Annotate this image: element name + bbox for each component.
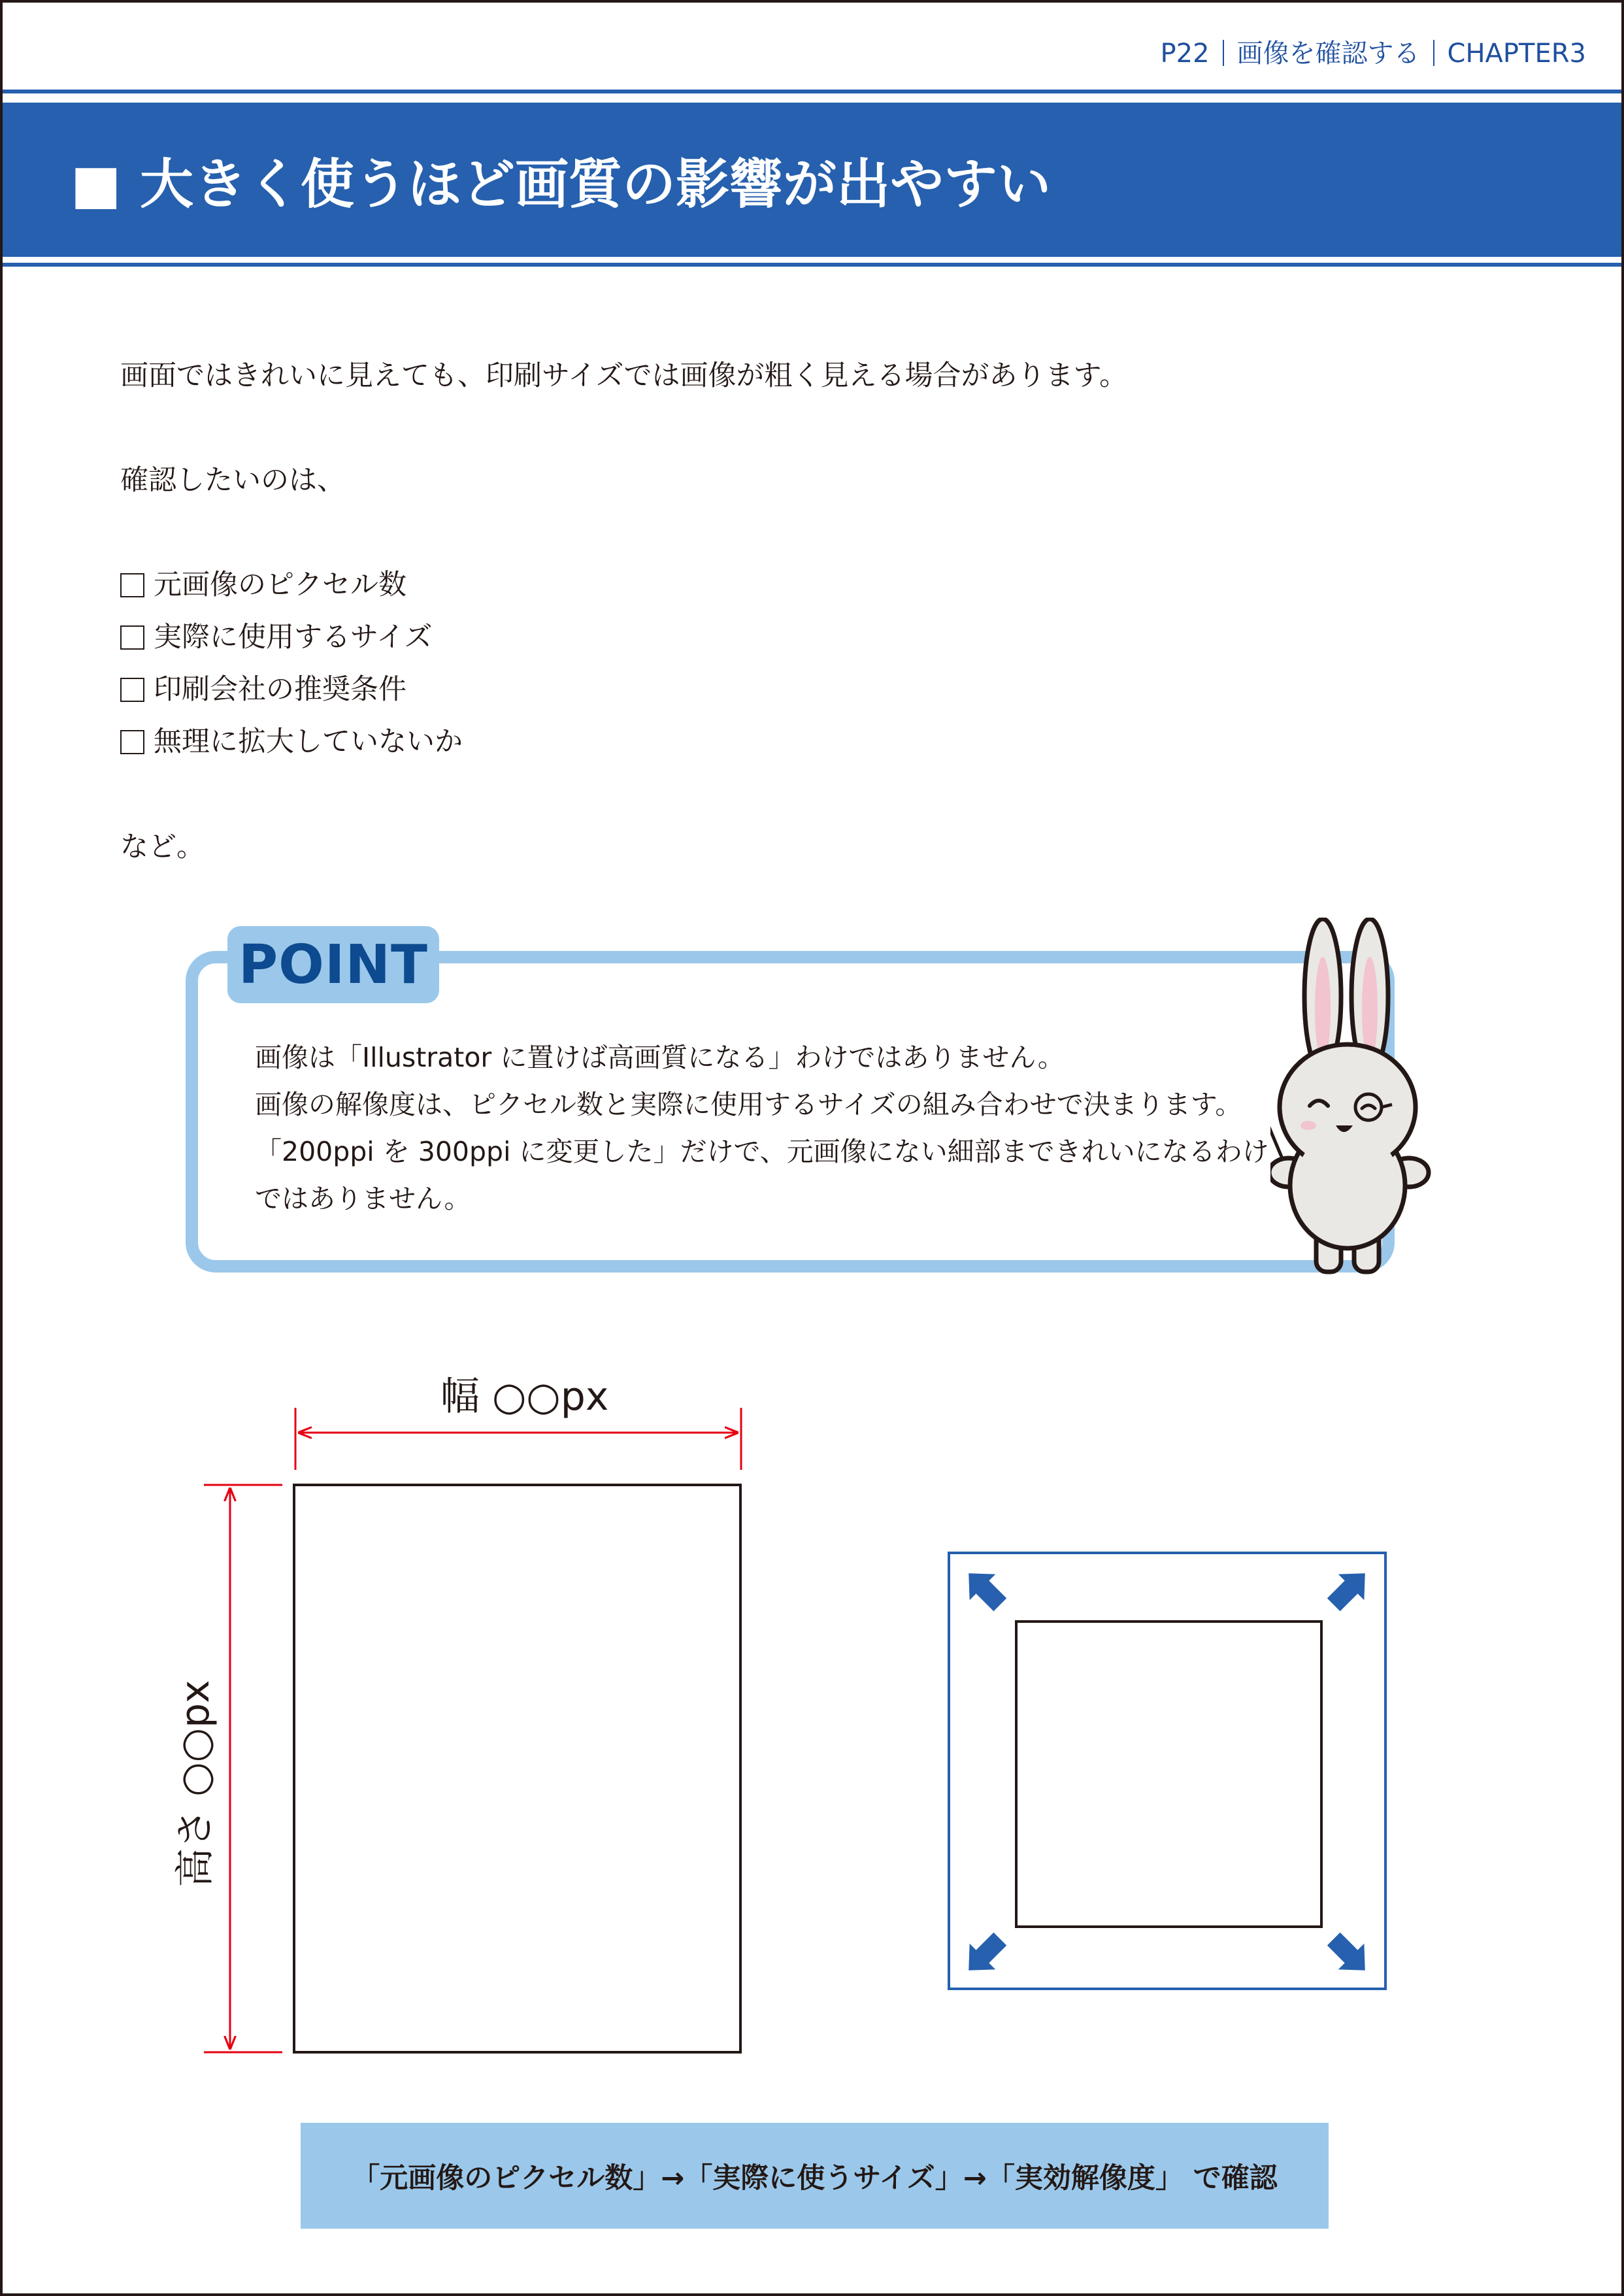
checkbox-icon — [120, 730, 144, 754]
point-line: ではありません。 — [255, 1183, 471, 1214]
divider — [1223, 40, 1224, 66]
height-label: 高さ ○○px — [173, 1680, 218, 1888]
check-intro-text: 確認したいのは、 — [120, 464, 345, 497]
point-line: 画像の解像度は、ピクセル数と実際に使用するサイズの組み合わせで決まります。 — [255, 1089, 1242, 1120]
title-rule-top — [3, 90, 1621, 93]
summary-band: 「元画像のピクセル数」→「実際に使うサイズ」→「実効解像度」 で確認 — [301, 2123, 1329, 2229]
rabbit-mascot-icon — [1270, 918, 1440, 1284]
source-image-frame — [1016, 1622, 1321, 1927]
resize-diagram — [3, 1349, 1624, 2068]
checkbox-icon — [120, 678, 144, 702]
width-label: 幅 ○○px — [440, 1374, 609, 1420]
checklist-item-label: 印刷会社の推奨条件 — [154, 673, 406, 706]
checklist — [120, 559, 463, 768]
point-line: 画像は「Illustrator に置けば高画質になる」わけではありません。 — [255, 1042, 1065, 1073]
page-title: ■ 大きく使うほど画質の影響が出やすい — [71, 153, 1052, 216]
title-rule-bottom — [3, 263, 1621, 267]
etc-text: など。 — [120, 831, 205, 863]
point-badge: POINT — [227, 926, 439, 1003]
checklist-item — [120, 663, 463, 716]
title-band — [3, 103, 1621, 257]
checklist-item — [120, 611, 463, 663]
checklist-item-label: 無理に拡大していないか — [154, 725, 463, 758]
point-line: 「200ppi を 300ppi に変更した」だけで、元画像にない細部まできれいになるわけ — [255, 1136, 1269, 1167]
divider — [1433, 40, 1434, 66]
intro-text: 画面ではきれいに見えても、印刷サイズでは画像が粗く見える場合があります。 — [120, 359, 1128, 392]
point-text — [255, 1034, 1269, 1222]
page-number: P22 — [1160, 39, 1210, 69]
section-name: 画像を確認する — [1236, 39, 1420, 69]
checklist-item — [120, 559, 463, 611]
chapter-name: CHAPTER3 — [1447, 39, 1586, 69]
checklist-item — [120, 716, 463, 768]
checklist-item-label: 元画像のピクセル数 — [154, 569, 406, 601]
checkbox-icon — [120, 625, 144, 650]
checklist-item-label: 実際に使用するサイズ — [154, 621, 433, 654]
running-head — [1161, 33, 1586, 70]
original-image-frame — [294, 1485, 740, 2052]
checkbox-icon — [120, 573, 144, 597]
